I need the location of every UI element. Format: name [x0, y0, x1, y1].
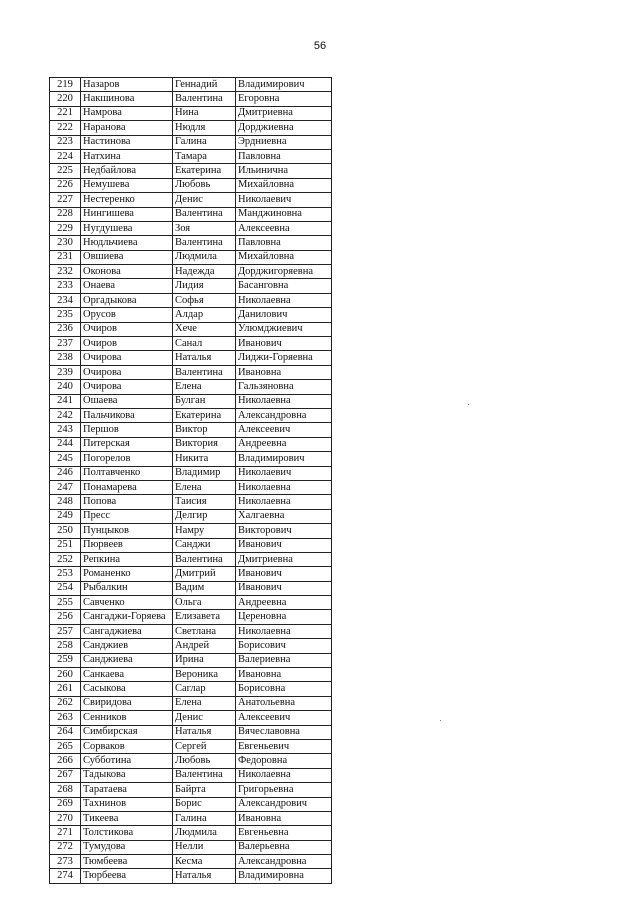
last-name-cell: Свиридова — [81, 696, 173, 710]
row-number-cell: 253 — [50, 567, 81, 581]
patronymic-cell: Вячеславовна — [236, 725, 332, 739]
table-row — [50, 135, 332, 149]
last-name-cell: Тадыкова — [81, 768, 173, 782]
first-name-cell: Валентина — [173, 768, 236, 782]
first-name-cell: Валентина — [173, 552, 236, 566]
patronymic-cell: Алексеевич — [236, 423, 332, 437]
patronymic-cell: Улюмджиевич — [236, 322, 332, 336]
patronymic-cell: Егоровна — [236, 92, 332, 106]
last-name-cell: Очиров — [81, 322, 173, 336]
last-name-cell: Накшинова — [81, 92, 173, 106]
patronymic-cell: Владимирович — [236, 452, 332, 466]
last-name-cell: Тахнинов — [81, 797, 173, 811]
last-name-cell: Сангаджиева — [81, 624, 173, 638]
table-row — [50, 207, 332, 221]
table-row — [50, 552, 332, 566]
row-number-cell: 273 — [50, 855, 81, 869]
patronymic-cell: Басанговна — [236, 279, 332, 293]
first-name-cell: Нина — [173, 106, 236, 120]
row-number-cell: 255 — [50, 596, 81, 610]
patronymic-cell: Михайловна — [236, 178, 332, 192]
first-name-cell: Светлана — [173, 624, 236, 638]
last-name-cell: Таратаева — [81, 783, 173, 797]
table-row — [50, 668, 332, 682]
table-row — [50, 725, 332, 739]
last-name-cell: Овшиева — [81, 250, 173, 264]
last-name-cell: Оконова — [81, 265, 173, 279]
first-name-cell: Любовь — [173, 178, 236, 192]
name-register-table — [49, 77, 332, 884]
patronymic-cell: Манджиновна — [236, 207, 332, 221]
last-name-cell: Репкина — [81, 552, 173, 566]
first-name-cell: Владимир — [173, 466, 236, 480]
first-name-cell: Намру — [173, 524, 236, 538]
row-number-cell: 268 — [50, 783, 81, 797]
row-number-cell: 231 — [50, 250, 81, 264]
table-row — [50, 811, 332, 825]
first-name-cell: Денис — [173, 711, 236, 725]
table-row — [50, 509, 332, 523]
first-name-cell: Дмитрий — [173, 567, 236, 581]
table-row — [50, 567, 332, 581]
table-row — [50, 193, 332, 207]
table-row — [50, 106, 332, 120]
last-name-cell: Першов — [81, 423, 173, 437]
patronymic-cell: Павловна — [236, 149, 332, 163]
first-name-cell: Галина — [173, 135, 236, 149]
patronymic-cell: Борисовна — [236, 682, 332, 696]
patronymic-cell: Федоровна — [236, 754, 332, 768]
first-name-cell: Елена — [173, 480, 236, 494]
patronymic-cell: Николаевич — [236, 466, 332, 480]
patronymic-cell: Александровна — [236, 408, 332, 422]
patronymic-cell: Алексеевич — [236, 711, 332, 725]
first-name-cell: Саглар — [173, 682, 236, 696]
patronymic-cell: Викторович — [236, 524, 332, 538]
table-row — [50, 653, 332, 667]
table-row — [50, 538, 332, 552]
table-row — [50, 826, 332, 840]
table-row — [50, 754, 332, 768]
last-name-cell: Санджиев — [81, 639, 173, 653]
first-name-cell: Сергей — [173, 739, 236, 753]
first-name-cell: Екатерина — [173, 408, 236, 422]
last-name-cell: Санкаева — [81, 668, 173, 682]
first-name-cell: Наталья — [173, 869, 236, 883]
first-name-cell: Виктор — [173, 423, 236, 437]
last-name-cell: Сенников — [81, 711, 173, 725]
patronymic-cell: Дмитриевна — [236, 552, 332, 566]
first-name-cell: Елизавета — [173, 610, 236, 624]
table-row — [50, 596, 332, 610]
row-number-cell: 264 — [50, 725, 81, 739]
table-row — [50, 380, 332, 394]
row-number-cell: 235 — [50, 308, 81, 322]
row-number-cell: 237 — [50, 337, 81, 351]
row-number-cell: 248 — [50, 495, 81, 509]
last-name-cell: Понамарева — [81, 480, 173, 494]
first-name-cell: Лидия — [173, 279, 236, 293]
patronymic-cell: Григорьевна — [236, 783, 332, 797]
patronymic-cell: Ивановна — [236, 365, 332, 379]
row-number-cell: 265 — [50, 739, 81, 753]
patronymic-cell: Дмитриевна — [236, 106, 332, 120]
row-number-cell: 241 — [50, 394, 81, 408]
table-row — [50, 610, 332, 624]
last-name-cell: Тюмбеева — [81, 855, 173, 869]
last-name-cell: Очиров — [81, 337, 173, 351]
table-row — [50, 423, 332, 437]
table-row — [50, 351, 332, 365]
last-name-cell: Пресс — [81, 509, 173, 523]
last-name-cell: Пюрвеев — [81, 538, 173, 552]
last-name-cell: Попова — [81, 495, 173, 509]
last-name-cell: Ошаева — [81, 394, 173, 408]
first-name-cell: Зоя — [173, 221, 236, 235]
row-number-cell: 238 — [50, 351, 81, 365]
table-row — [50, 78, 332, 92]
last-name-cell: Тюрбеева — [81, 869, 173, 883]
first-name-cell: Никита — [173, 452, 236, 466]
last-name-cell: Нингишева — [81, 207, 173, 221]
table-row — [50, 452, 332, 466]
table-row — [50, 696, 332, 710]
table-row — [50, 682, 332, 696]
row-number-cell: 270 — [50, 811, 81, 825]
patronymic-cell: Валерьевна — [236, 840, 332, 854]
first-name-cell: Санал — [173, 337, 236, 351]
row-number-cell: 228 — [50, 207, 81, 221]
patronymic-cell: Александрович — [236, 797, 332, 811]
first-name-cell: Булган — [173, 394, 236, 408]
table-row — [50, 322, 332, 336]
first-name-cell: Нелли — [173, 840, 236, 854]
first-name-cell: Людмила — [173, 826, 236, 840]
row-number-cell: 224 — [50, 149, 81, 163]
patronymic-cell: Гальзяновна — [236, 380, 332, 394]
table-row — [50, 869, 332, 883]
row-number-cell: 257 — [50, 624, 81, 638]
row-number-cell: 251 — [50, 538, 81, 552]
patronymic-cell: Николаевна — [236, 480, 332, 494]
table-row — [50, 466, 332, 480]
register-body — [50, 78, 332, 884]
table-row — [50, 639, 332, 653]
last-name-cell: Субботина — [81, 754, 173, 768]
table-row — [50, 365, 332, 379]
last-name-cell: Питерская — [81, 437, 173, 451]
last-name-cell: Тумудова — [81, 840, 173, 854]
first-name-cell: Людмила — [173, 250, 236, 264]
last-name-cell: Романенко — [81, 567, 173, 581]
last-name-cell: Очирова — [81, 365, 173, 379]
first-name-cell: Кесма — [173, 855, 236, 869]
first-name-cell: Софья — [173, 293, 236, 307]
row-number-cell: 260 — [50, 668, 81, 682]
patronymic-cell: Дорджигоряевна — [236, 265, 332, 279]
patronymic-cell: Павловна — [236, 236, 332, 250]
patronymic-cell: Андреевна — [236, 596, 332, 610]
table-row — [50, 293, 332, 307]
patronymic-cell: Николаевна — [236, 293, 332, 307]
patronymic-cell: Михайловна — [236, 250, 332, 264]
row-number-cell: 230 — [50, 236, 81, 250]
row-number-cell: 220 — [50, 92, 81, 106]
first-name-cell: Наталья — [173, 725, 236, 739]
last-name-cell: Тикеева — [81, 811, 173, 825]
first-name-cell: Валентина — [173, 92, 236, 106]
row-number-cell: 222 — [50, 121, 81, 135]
row-number-cell: 236 — [50, 322, 81, 336]
patronymic-cell: Андреевна — [236, 437, 332, 451]
row-number-cell: 271 — [50, 826, 81, 840]
row-number-cell: 239 — [50, 365, 81, 379]
page-number: 56 — [313, 40, 327, 52]
table-row — [50, 394, 332, 408]
table-row — [50, 524, 332, 538]
last-name-cell: Нестеренко — [81, 193, 173, 207]
first-name-cell: Наталья — [173, 351, 236, 365]
row-number-cell: 249 — [50, 509, 81, 523]
first-name-cell: Надежда — [173, 265, 236, 279]
last-name-cell: Сасыкова — [81, 682, 173, 696]
first-name-cell: Галина — [173, 811, 236, 825]
first-name-cell: Денис — [173, 193, 236, 207]
first-name-cell: Виктория — [173, 437, 236, 451]
row-number-cell: 259 — [50, 653, 81, 667]
row-number-cell: 250 — [50, 524, 81, 538]
last-name-cell: Пальчикова — [81, 408, 173, 422]
patronymic-cell: Николаевна — [236, 394, 332, 408]
patronymic-cell: Ивановна — [236, 668, 332, 682]
first-name-cell: Нюдля — [173, 121, 236, 135]
first-name-cell: Андрей — [173, 639, 236, 653]
patronymic-cell: Владимировна — [236, 869, 332, 883]
patronymic-cell: Алексеевна — [236, 221, 332, 235]
row-number-cell: 229 — [50, 221, 81, 235]
last-name-cell: Толстикова — [81, 826, 173, 840]
patronymic-cell: Данилович — [236, 308, 332, 322]
patronymic-cell: Ильинична — [236, 164, 332, 178]
patronymic-cell: Халгаевна — [236, 509, 332, 523]
row-number-cell: 232 — [50, 265, 81, 279]
first-name-cell: Валентина — [173, 365, 236, 379]
table-row — [50, 783, 332, 797]
row-number-cell: 240 — [50, 380, 81, 394]
first-name-cell: Валентина — [173, 236, 236, 250]
table-row — [50, 768, 332, 782]
patronymic-cell: Николаевна — [236, 768, 332, 782]
row-number-cell: 219 — [50, 78, 81, 92]
table-row — [50, 855, 332, 869]
last-name-cell: Рыбалкин — [81, 581, 173, 595]
last-name-cell: Натхина — [81, 149, 173, 163]
table-row — [50, 711, 332, 725]
last-name-cell: Сорваков — [81, 739, 173, 753]
first-name-cell: Байрта — [173, 783, 236, 797]
patronymic-cell: Евгеньевна — [236, 826, 332, 840]
row-number-cell: 254 — [50, 581, 81, 595]
row-number-cell: 223 — [50, 135, 81, 149]
row-number-cell: 267 — [50, 768, 81, 782]
first-name-cell: Делгир — [173, 509, 236, 523]
patronymic-cell: Ивановна — [236, 811, 332, 825]
table-row — [50, 121, 332, 135]
first-name-cell: Тамара — [173, 149, 236, 163]
last-name-cell: Нугдушева — [81, 221, 173, 235]
table-row — [50, 437, 332, 451]
table-row — [50, 265, 332, 279]
row-number-cell: 246 — [50, 466, 81, 480]
row-number-cell: 227 — [50, 193, 81, 207]
row-number-cell: 269 — [50, 797, 81, 811]
row-number-cell: 234 — [50, 293, 81, 307]
table-row — [50, 480, 332, 494]
last-name-cell: Оргадыкова — [81, 293, 173, 307]
last-name-cell: Погорелов — [81, 452, 173, 466]
table-row — [50, 581, 332, 595]
row-number-cell: 225 — [50, 164, 81, 178]
table-row — [50, 739, 332, 753]
last-name-cell: Очирова — [81, 351, 173, 365]
patronymic-cell: Валериевна — [236, 653, 332, 667]
patronymic-cell: Иванович — [236, 567, 332, 581]
last-name-cell: Полтавченко — [81, 466, 173, 480]
patronymic-cell: Анатольевна — [236, 696, 332, 710]
row-number-cell: 262 — [50, 696, 81, 710]
row-number-cell: 243 — [50, 423, 81, 437]
row-number-cell: 226 — [50, 178, 81, 192]
table-row — [50, 495, 332, 509]
first-name-cell: Ирина — [173, 653, 236, 667]
patronymic-cell: Лиджи-Горяевна — [236, 351, 332, 365]
table-row — [50, 149, 332, 163]
first-name-cell: Алдар — [173, 308, 236, 322]
last-name-cell: Немушева — [81, 178, 173, 192]
last-name-cell: Онаева — [81, 279, 173, 293]
last-name-cell: Нюдльчиева — [81, 236, 173, 250]
first-name-cell: Вероника — [173, 668, 236, 682]
row-number-cell: 247 — [50, 480, 81, 494]
table-row — [50, 250, 332, 264]
last-name-cell: Настинова — [81, 135, 173, 149]
first-name-cell: Елена — [173, 380, 236, 394]
table-row — [50, 164, 332, 178]
table-row — [50, 178, 332, 192]
patronymic-cell: Александровна — [236, 855, 332, 869]
table-row — [50, 236, 332, 250]
last-name-cell: Савченко — [81, 596, 173, 610]
table-row — [50, 221, 332, 235]
patronymic-cell: Иванович — [236, 538, 332, 552]
patronymic-cell: Николаевич — [236, 193, 332, 207]
patronymic-cell: Цереновна — [236, 610, 332, 624]
scan-speck — [440, 720, 441, 721]
patronymic-cell: Борисович — [236, 639, 332, 653]
row-number-cell: 266 — [50, 754, 81, 768]
patronymic-cell: Иванович — [236, 337, 332, 351]
first-name-cell: Екатерина — [173, 164, 236, 178]
row-number-cell: 272 — [50, 840, 81, 854]
last-name-cell: Орусов — [81, 308, 173, 322]
row-number-cell: 221 — [50, 106, 81, 120]
row-number-cell: 261 — [50, 682, 81, 696]
patronymic-cell: Эрдниевна — [236, 135, 332, 149]
first-name-cell: Таисия — [173, 495, 236, 509]
row-number-cell: 244 — [50, 437, 81, 451]
table-row — [50, 797, 332, 811]
row-number-cell: 263 — [50, 711, 81, 725]
row-number-cell: 256 — [50, 610, 81, 624]
table-row — [50, 308, 332, 322]
table-row — [50, 408, 332, 422]
row-number-cell: 245 — [50, 452, 81, 466]
row-number-cell: 242 — [50, 408, 81, 422]
table-row — [50, 840, 332, 854]
last-name-cell: Сангаджи-Горяева — [81, 610, 173, 624]
first-name-cell: Любовь — [173, 754, 236, 768]
first-name-cell: Санджи — [173, 538, 236, 552]
first-name-cell: Хече — [173, 322, 236, 336]
last-name-cell: Санджиева — [81, 653, 173, 667]
first-name-cell: Вадим — [173, 581, 236, 595]
row-number-cell: 274 — [50, 869, 81, 883]
patronymic-cell: Николаевна — [236, 624, 332, 638]
last-name-cell: Намрова — [81, 106, 173, 120]
first-name-cell: Геннадий — [173, 78, 236, 92]
last-name-cell: Назаров — [81, 78, 173, 92]
table-row — [50, 337, 332, 351]
patronymic-cell: Иванович — [236, 581, 332, 595]
first-name-cell: Борис — [173, 797, 236, 811]
table-row — [50, 279, 332, 293]
patronymic-cell: Евгеньевич — [236, 739, 332, 753]
first-name-cell: Валентина — [173, 207, 236, 221]
table-row — [50, 92, 332, 106]
patronymic-cell: Дорджиевна — [236, 121, 332, 135]
last-name-cell: Симбирская — [81, 725, 173, 739]
patronymic-cell: Владимирович — [236, 78, 332, 92]
last-name-cell: Наранова — [81, 121, 173, 135]
row-number-cell: 233 — [50, 279, 81, 293]
row-number-cell: 258 — [50, 639, 81, 653]
last-name-cell: Недбайлова — [81, 164, 173, 178]
scan-speck — [468, 404, 469, 405]
patronymic-cell: Николаевна — [236, 495, 332, 509]
first-name-cell: Ольга — [173, 596, 236, 610]
row-number-cell: 252 — [50, 552, 81, 566]
last-name-cell: Пунцыков — [81, 524, 173, 538]
last-name-cell: Очирова — [81, 380, 173, 394]
first-name-cell: Елена — [173, 696, 236, 710]
table-row — [50, 624, 332, 638]
